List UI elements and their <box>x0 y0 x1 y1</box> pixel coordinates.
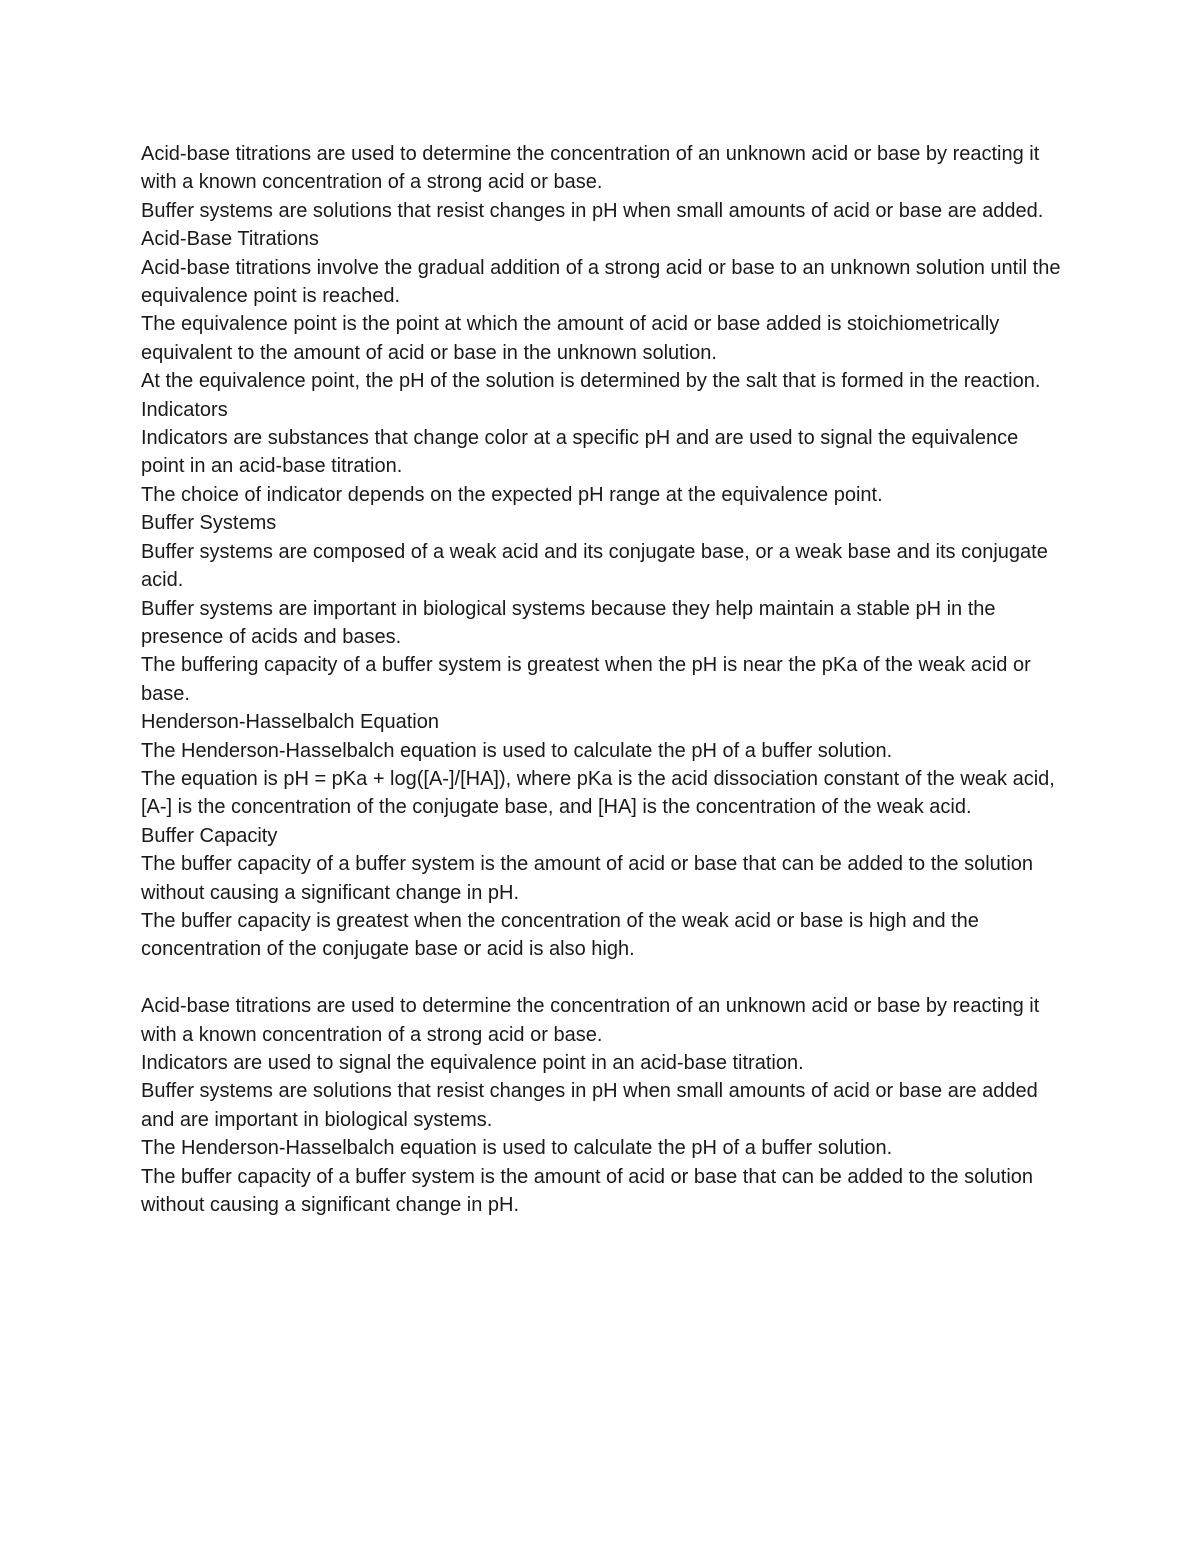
paragraph: Indicators are substances that change color at a specific pH and are used to signal the equivalence point in an acid-base titration. <box>141 427 1019 478</box>
section-heading: Acid-Base Titrations <box>141 228 319 251</box>
summary-paragraph: Acid-base titrations are used to determine the concentration of an unknown acid or base by reacting it with a known concentration of a strong acid or base. <box>141 995 1040 1046</box>
paragraph: At the equivalence point, the pH of the solution is determined by the salt that is formed in the reaction. <box>141 370 1041 393</box>
paragraph: Buffer systems are composed of a weak acid and its conjugate base, or a weak base and its conjugate acid. <box>141 540 1048 592</box>
section-heading: Buffer Capacity <box>141 824 278 847</box>
summary-paragraph: The buffer capacity of a buffer system is the amount of acid or base that can be added to the solution without causing a significant change in pH. <box>141 1165 1034 1217</box>
blank-line <box>141 964 1061 992</box>
paragraph: Buffer systems are solutions that resist changes in pH when small amounts of acid or base are added. <box>141 199 1044 222</box>
paragraph: The buffering capacity of a buffer system is greatest when the pH is near the pKa of the weak acid or base. <box>141 654 1031 705</box>
paragraph: The equivalence point is the point at which the amount of acid or base added is stoichiometrically equivalent to the amount of acid or base in the unknown solution. <box>141 313 1000 364</box>
document-body <box>141 140 1061 1219</box>
summary-paragraph: The Henderson-Hasselbalch equation is used to calculate the pH of a buffer solution. <box>141 1137 893 1160</box>
paragraph: The equation is pH = pKa + log([A-]/[HA]), where pKa is the acid dissociation constant of the weak acid, [A-] is the concentration of the conjugate base, and [HA] is the concentration of the weak acid. <box>141 767 1055 819</box>
paragraph: Acid-base titrations involve the gradual addition of a strong acid or base to an unknown solution until the equivalence point is reached. <box>141 256 1061 308</box>
summary-paragraph: Buffer systems are solutions that resist changes in pH when small amounts of acid or base are added and are important in biological systems. <box>141 1080 1038 1131</box>
summary-paragraph: Indicators are used to signal the equivalence point in an acid-base titration. <box>141 1051 804 1074</box>
paragraph: The buffer capacity of a buffer system is the amount of acid or base that can be added to the solution without causing a significant change in pH. <box>141 853 1034 904</box>
section-heading: Indicators <box>141 398 228 421</box>
section-heading: Henderson-Hasselbalch Equation <box>141 711 439 734</box>
paragraph: The choice of indicator depends on the expected pH range at the equivalence point. <box>141 483 883 506</box>
paragraph: The buffer capacity is greatest when the concentration of the weak acid or base is high and the concentration of the conjugate base or acid is also high. <box>141 909 979 961</box>
paragraph: Buffer systems are important in biological systems because they help maintain a stable pH in the presence of acids and bases. <box>141 597 996 648</box>
paragraph: Acid-base titrations are used to determine the concentration of an unknown acid or base by reacting it with a known concentration of a strong acid or base. <box>141 143 1040 194</box>
section-heading: Buffer Systems <box>141 512 277 535</box>
paragraph: The Henderson-Hasselbalch equation is used to calculate the pH of a buffer solution. <box>141 739 893 762</box>
